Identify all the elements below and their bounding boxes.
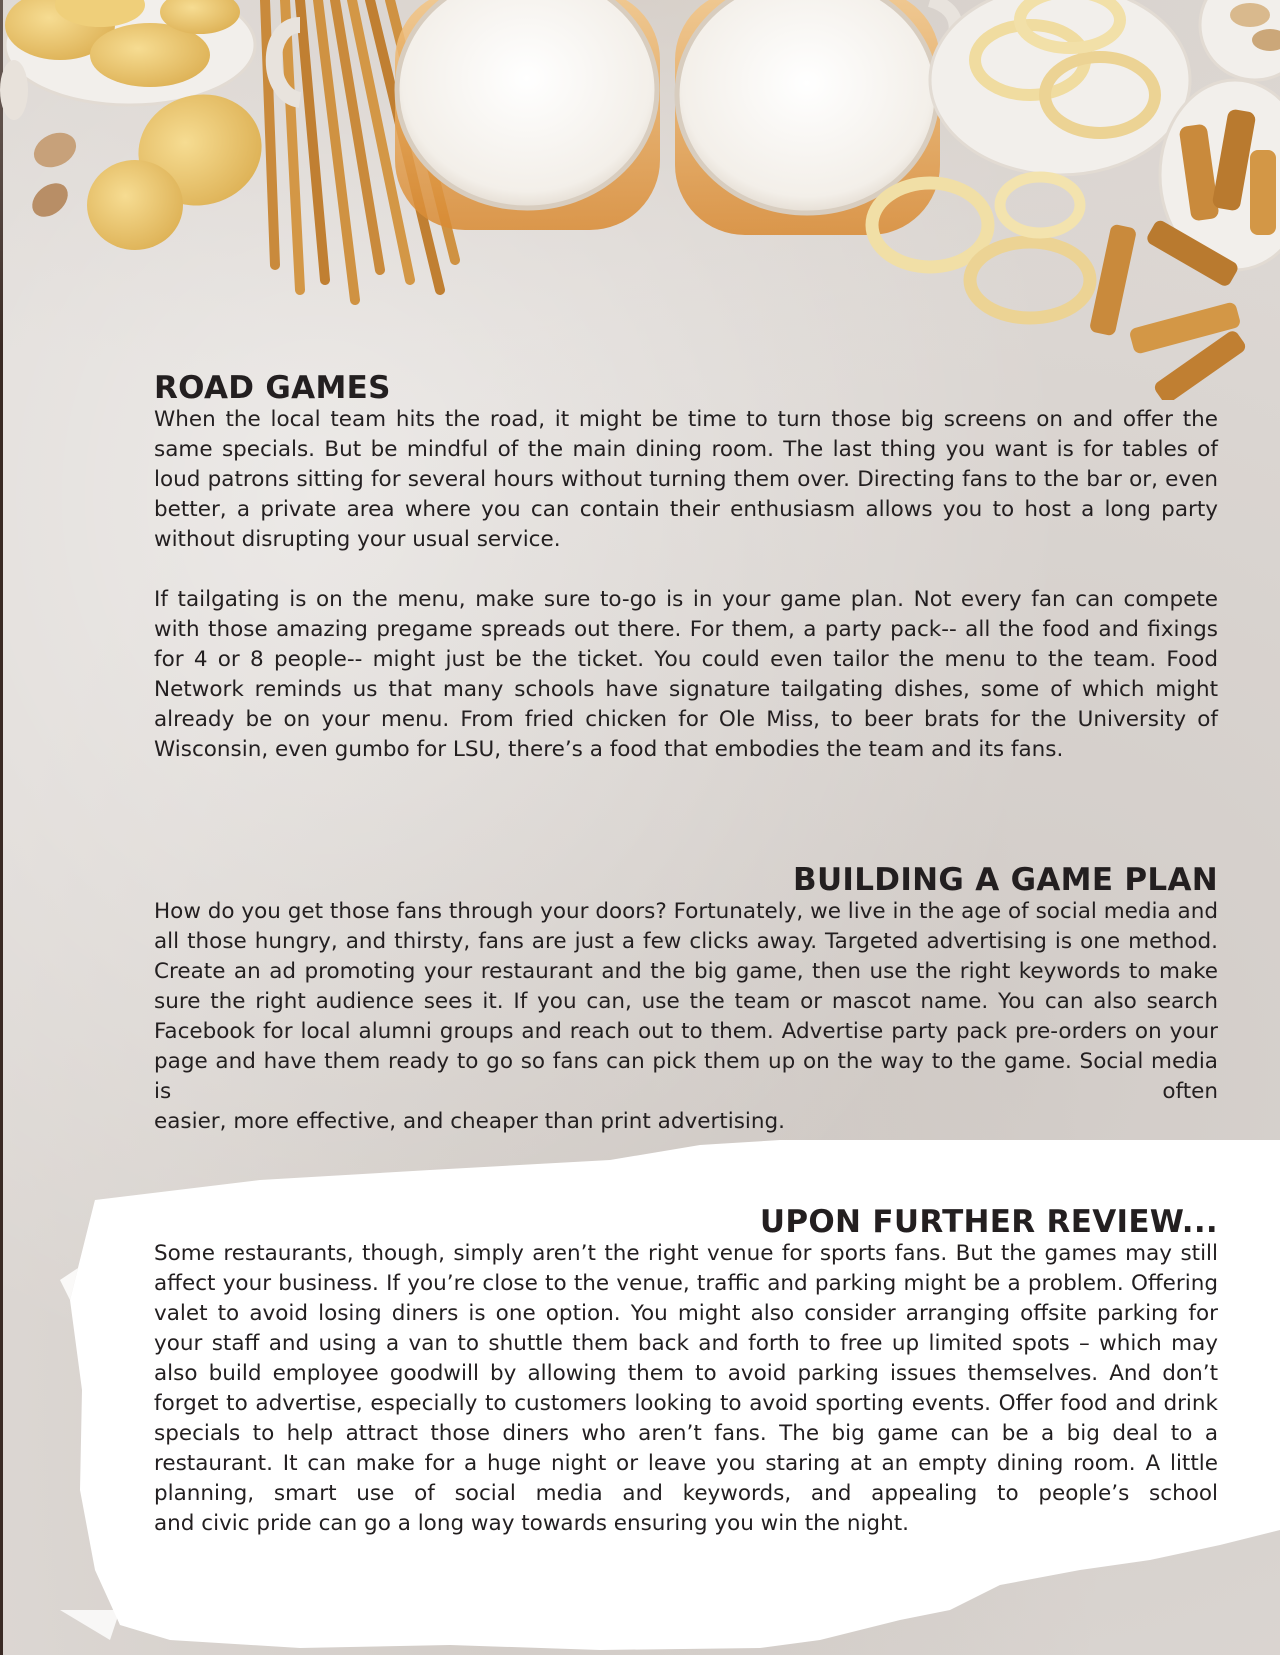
paragraph: Some restaurants, though, simply aren’t the right venue for sports fans. But the games may still affect your business. If you’re close to the venue, traffic and parking might be a problem. Offering valet to avoid losing diners is one option. You might also consider arranging offsite parking for your staff and using a van to shuttle them back and forth to free up limited spots – which may also build employee goodwill by allowing them to avoid parking issues themselves. And don’t forget to advertise, especially to customers looking to avoid sporting events. Offer food and drink specials to help attract those diners who aren’t fans. The big game can be a big deal to a restaurant. It can make for a huge night or leave you staring at an empty dining room. A little planning, smart use of social media and keywords, and appealing to people’s school (154, 1241, 1218, 1506)
heading-road-games: ROAD GAMES (154, 370, 391, 406)
chips-bowl (5, 0, 255, 105)
beer-mug-right (675, 0, 956, 235)
paragraph: If tailgating is on the menu, make sure to-go is in your game plan. Not every fan can compete with those amazing pregame spreads out there. For them, a party pack-- all the food and fixings for 4 or 8 people-- might just be the ticket. You could even tailor the menu to the team. Food Network reminds us that many schools have signature tailgating dishes, some of which might already be on your menu. From fried chicken for Ole Miss, to beer brats for the University of Wisconsin, even gumbo for LSU, there’s a food that embodies the team and its fans. (154, 587, 1218, 762)
section-upon-further-review (154, 1205, 1218, 1539)
paragraph: How do you get those fans through your doors? Fortunately, we live in the age of social media and all those hungry, and thirsty, fans are just a few clicks away. Targeted advertising is one method. Create an ad promoting your restaurant and the big game, then use the right keywords to make sure the right audience sees it. If you can, use the team or mascot name. You can also search Facebook for local alumni groups and reach out to them. Advertise party pack pre-orders on your page and have them ready to go so fans can pick them up on the way to the game. Social media is often (154, 899, 1218, 1104)
heading-building-game-plan: BUILDING A GAME PLAN (793, 862, 1218, 898)
heading-upon-further-review: UPON FURTHER REVIEW... (759, 1204, 1218, 1240)
section-road-games (154, 371, 1218, 765)
paragraph-tail: and civic pride can go a long way towards ensuring you win the night. (154, 1511, 909, 1536)
chip (87, 160, 183, 250)
section-building-game-plan (154, 863, 1218, 1137)
paragraph: When the local team hits the road, it might be time to turn those big screens on and offer the same specials. But be mindful of the main dining room. The last thing you want is for tables of loud patrons sitting for several hours without turning them over. Directing fans to the bar or, even better, a private area where you can contain their enthusiasm allows you to host a long party without disrupting your usual service. (154, 407, 1218, 552)
paragraph-tail: easier, more effective, and cheaper than print advertising. (154, 1109, 785, 1134)
header-photo (0, 0, 1280, 400)
onion-rings-bowl (930, 0, 1190, 175)
